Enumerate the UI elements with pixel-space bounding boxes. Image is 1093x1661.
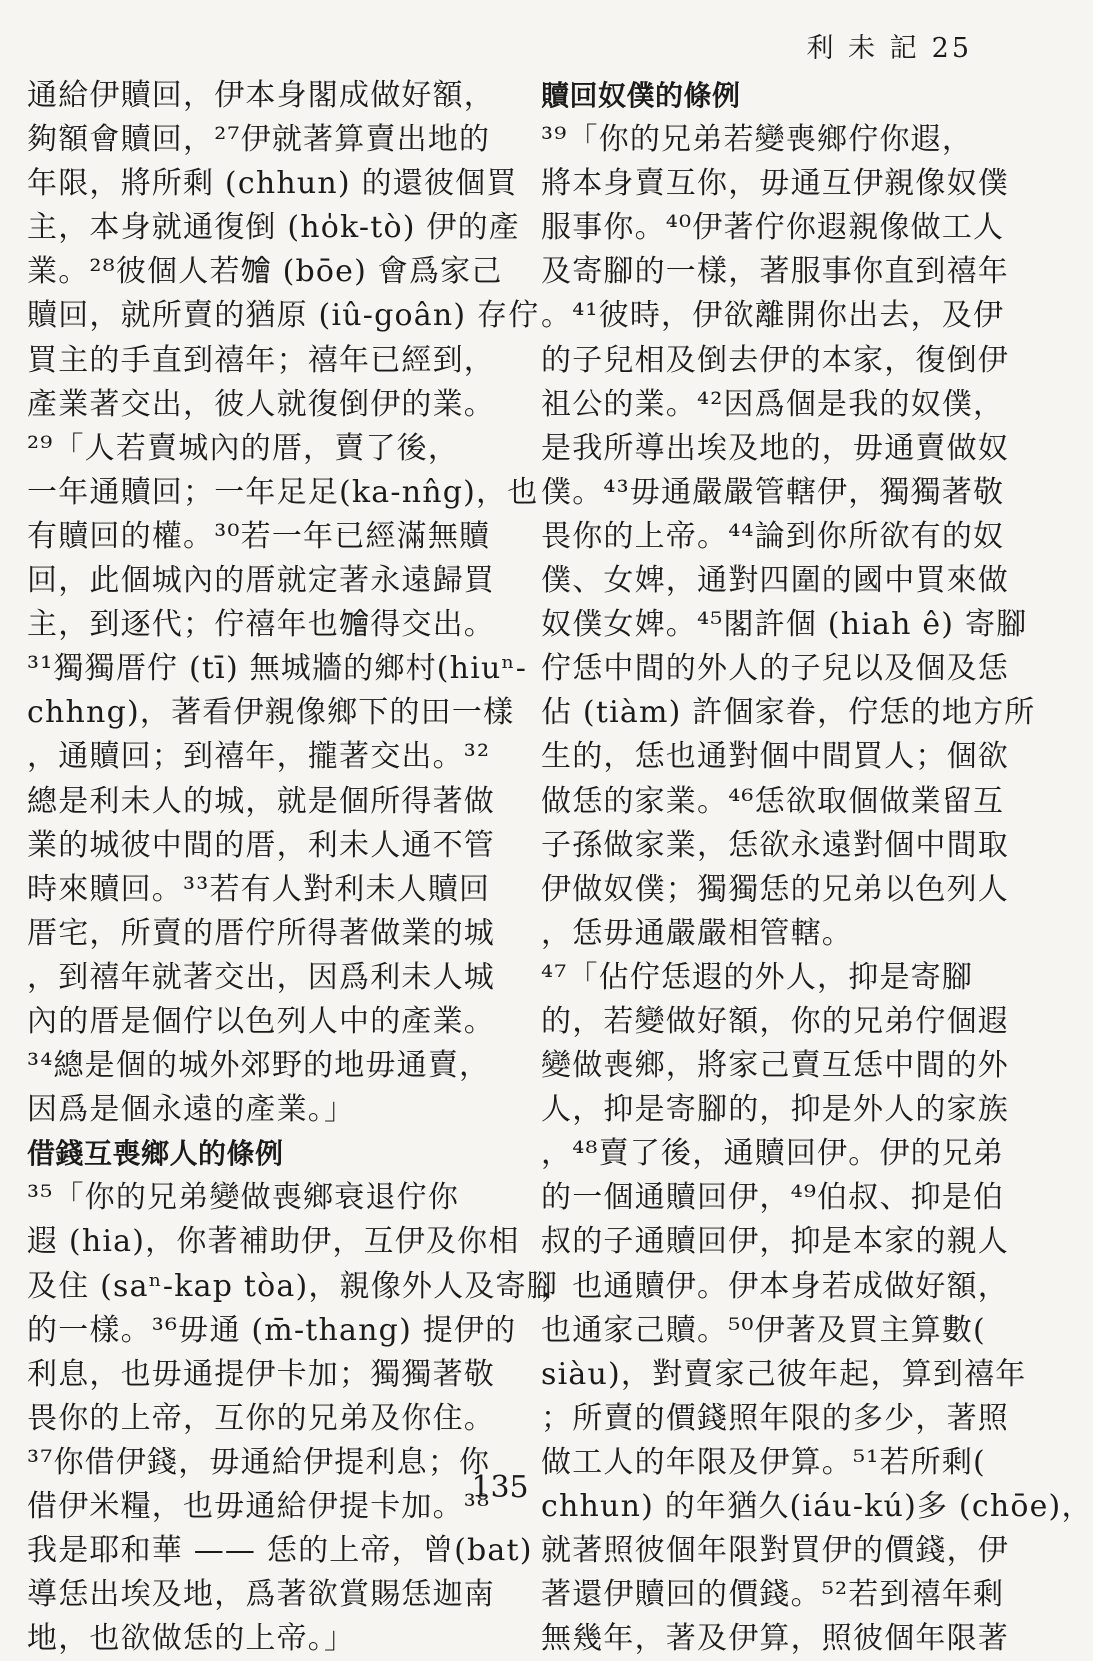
text-line: 內的厝是個佇以色列人中的產業。 (27, 1003, 495, 1039)
text-line: 祖公的業。⁴²因爲個是我的奴僕， (541, 386, 1005, 422)
text-line: 將本身賣互你，毋通互伊親像奴僕 (541, 166, 1009, 202)
text-line: 利息，也毋通提伊卡加；獨獨著敬 (27, 1356, 495, 1392)
text-line: 子孫做家業，恁欲永遠對個中間取 (541, 827, 1009, 863)
section-heading: 贖回奴僕的條例 (541, 79, 741, 112)
text-line: 回，此個城內的厝就定著永遠歸買 (27, 563, 495, 599)
text-line: 主，本身就通復倒 (ho̍k-tò) 伊的產 (27, 210, 520, 246)
text-line: 奴僕女婢。⁴⁵閣許個 (hiah ê) 寄腳 (541, 607, 1028, 643)
text-line: 主，到逐代；佇禧年也𣍐得交出。 (27, 607, 495, 643)
text-line: 導恁出埃及地，爲著欲賞賜恁迦南 (27, 1577, 495, 1613)
text-line: ，⁴⁸賣了後，通贖回伊。伊的兄弟 (541, 1136, 1005, 1172)
text-line: 因爲是個永遠的產業。」 (27, 1092, 356, 1128)
text-line: ，通贖回；到禧年，攏著交出。³² (27, 739, 491, 775)
text-line: 無幾年，著及伊算，照彼個年限著 (541, 1621, 1009, 1657)
book-title: 利 未 記 (806, 33, 920, 64)
text-line: 佇恁中間的外人的子兒以及個及恁 (541, 651, 1009, 687)
text-line: 通給伊贖回，伊本身閣成做好額， (27, 78, 495, 113)
text-line: 伊做奴僕；獨獨恁的兄弟以色列人 (541, 871, 1009, 907)
page-number: 135 (471, 1470, 529, 1505)
text-line: 地，也欲做恁的上帝。」 (27, 1621, 356, 1657)
text-line: 夠額會贖回，²⁷伊就著算賣出地的 (27, 122, 491, 158)
text-line: 生的，恁也通對個中間買人；個欲 (541, 739, 1009, 775)
text-line: 人，抑是寄腳的，抑是外人的家族 (541, 1092, 1009, 1128)
text-line: 的一樣。³⁶毋通 (m̄-thang) 提伊的 (27, 1312, 517, 1348)
text-line: 業。²⁸彼個人若𣍐 (bōe) 會爲家己 (27, 254, 503, 290)
text-line: ⁴⁷「佔佇恁遐的外人，抑是寄腳 (541, 959, 974, 995)
text-line: 就著照彼個年限對買伊的價錢，伊 (541, 1533, 1009, 1569)
text-line: 產業著交出，彼人就復倒伊的業。 (27, 386, 495, 422)
text-line: ；所賣的價錢照年限的多少，著照 (541, 1400, 1009, 1436)
chapter-number: 25 (931, 33, 972, 64)
text-line: 及寄腳的一樣，著服事你直到禧年 (541, 254, 1009, 290)
text-line: 畏你的上帝。⁴⁴論到你所欲有的奴 (541, 518, 1005, 554)
text-line: 及住 (saⁿ-kap tòa)，親像外人及寄腳 (27, 1268, 558, 1304)
section-heading: 借錢互喪鄉人的條例 (27, 1137, 284, 1171)
right-text-column (541, 74, 1093, 1661)
text-line: ³⁵「你的兄弟變做喪鄉衰退佇你 (27, 1180, 460, 1216)
text-line: 的子兒相及倒去伊的本家，復倒伊 (541, 342, 1009, 378)
text-line: 做工人的年限及伊算。⁵¹若所剩( (541, 1444, 986, 1480)
text-line: 贖回，就所賣的猶原 (iû-goân) 存佇 (27, 298, 540, 334)
text-line: 年限，將所剩 (chhun) 的還彼個買 (27, 166, 518, 202)
text-line: ³⁴總是個的城外郊野的地毋通賣， (27, 1048, 491, 1084)
text-line: 有贖回的權。³⁰若一年已經滿無贖 (27, 518, 491, 554)
text-line: 業的城彼中間的厝，利未人通不管 (27, 827, 495, 863)
text-line: ，也通贖伊。伊本身若成做好額， (541, 1268, 1009, 1304)
text-line: ²⁹「人若賣城內的厝，賣了後， (27, 430, 460, 466)
text-line: 叔的子通贖回伊，抑是本家的親人 (541, 1224, 1009, 1260)
running-header (806, 26, 972, 65)
text-line: ³⁷你借伊錢，毋通給伊提利息；你 (27, 1444, 491, 1480)
text-line: 服事你。⁴⁰伊著佇你遐親像做工人 (541, 210, 1005, 246)
text-line: 借伊米糧，也毋通給伊提卡加。³⁸ (27, 1489, 491, 1524)
text-line: 厝宅，所賣的厝佇所得著做業的城 (27, 915, 495, 951)
text-line: 時來贖回。³³若有人對利未人贖回 (27, 871, 491, 907)
text-line: chhng)，著看伊親像鄉下的田一樣 (27, 695, 515, 731)
text-line: 一年通贖回；一年足足(ka-nn̂g)，也 (27, 474, 539, 510)
text-line: 僕、女婢，通對四圍的國中買來做 (541, 563, 1009, 599)
text-line: 。⁴¹彼時，伊欲離開你出去，及伊 (541, 298, 1005, 334)
text-line: ，到禧年就著交出，因爲利未人城 (27, 959, 495, 995)
text-line: 畏你的上帝，互你的兄弟及你住。 (27, 1400, 495, 1436)
text-line: ，恁毋通嚴嚴相管轄。 (541, 915, 853, 951)
text-line: 變做喪鄉，將家己賣互恁中間的外 (541, 1048, 1009, 1084)
text-line: 我是耶和華 —— 恁的上帝，曾(bat) (27, 1533, 533, 1569)
text-line: 總是利未人的城，就是個所得著做 (27, 783, 495, 819)
text-line: siàu)，對賣家己彼年起，算到禧年 (541, 1356, 1027, 1392)
text-line: chhun) 的年猶久(iáu-kú)多 (chōe)， (541, 1489, 1093, 1524)
text-line: 僕。⁴³毋通嚴嚴管轄伊，獨獨著敬 (541, 474, 1005, 510)
text-line: 是我所導出埃及地的，毋通賣做奴 (541, 430, 1009, 466)
text-line: 的，若變做好額，你的兄弟佇個遐 (541, 1003, 1009, 1039)
text-line: 著還伊贖回的價錢。⁵²若到禧年剩 (541, 1577, 1005, 1613)
text-line: 遐 (hia)，你著補助伊，互伊及你相 (27, 1224, 520, 1260)
text-line: 佔 (tiàm) 許個家眷，佇恁的地方所 (541, 695, 1036, 731)
text-line: ³¹獨獨厝佇 (tī) 無城牆的鄉村(hiuⁿ- (27, 651, 528, 687)
text-line: 的一個通贖回伊，⁴⁹伯叔、抑是伯 (541, 1180, 1005, 1216)
text-line: 也通家己贖。⁵⁰伊著及買主算數( (541, 1312, 986, 1348)
text-line: 做恁的家業。⁴⁶恁欲取個做業留互 (541, 783, 1005, 819)
text-line: 買主的手直到禧年；禧年已經到， (27, 342, 495, 378)
text-line: ³⁹「你的兄弟若變喪鄉佇你遐， (541, 122, 974, 158)
